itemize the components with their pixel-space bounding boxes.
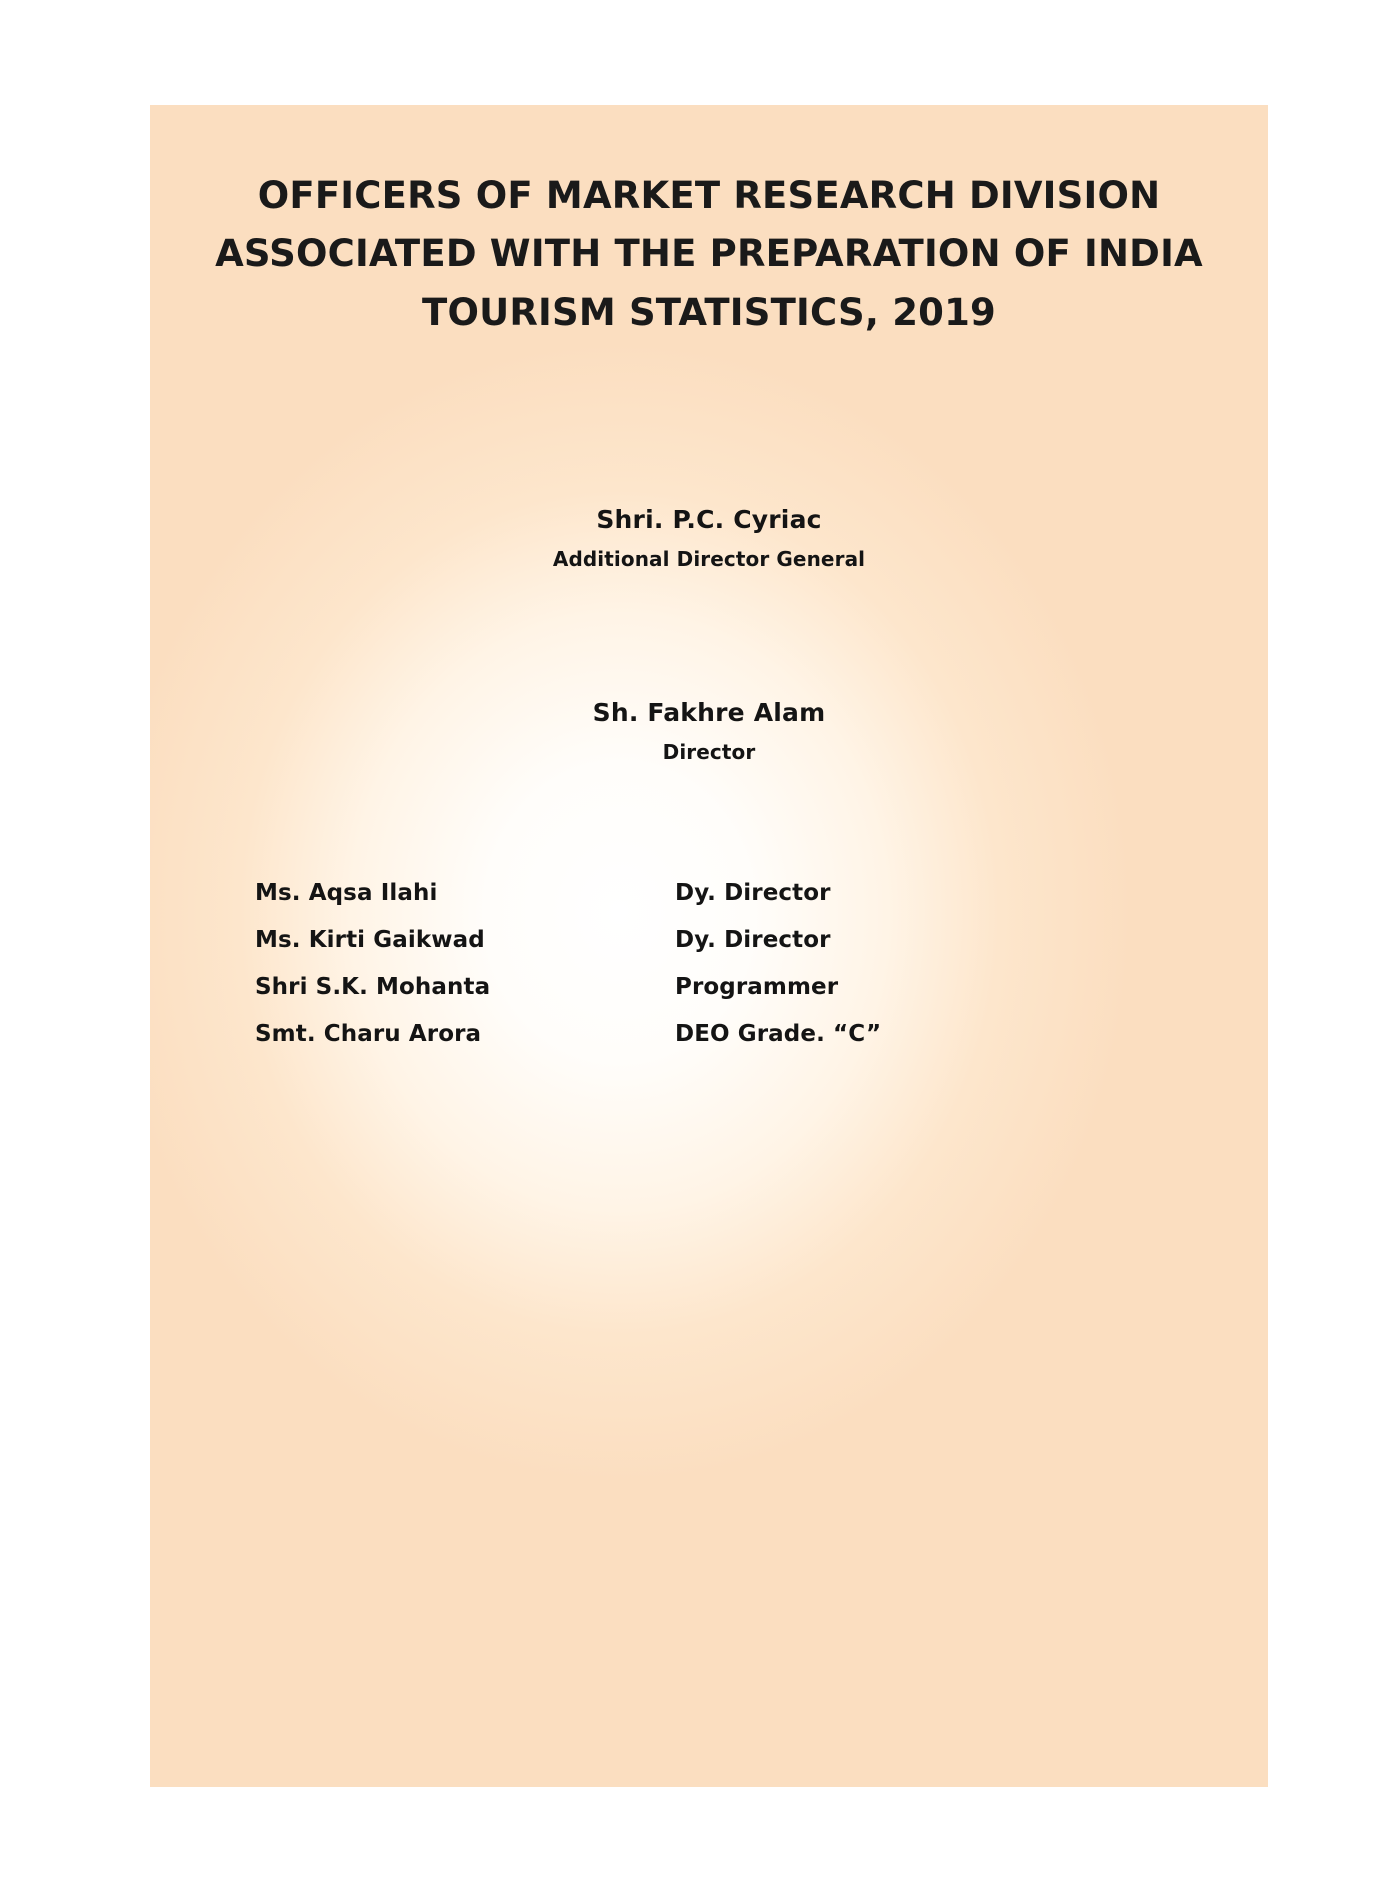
page-title-line-2: ASSOCIATED WITH THE PREPARATION OF INDIA <box>215 232 1203 276</box>
officer-name: Shri. P.C. Cyriac <box>596 505 822 534</box>
document-page <box>150 105 1268 1787</box>
page-title <box>150 167 1268 342</box>
page-title-line-1: OFFICERS OF MARKET RESEARCH DIVISION <box>257 174 1161 217</box>
staff-name: Shri S.K. Mohanta <box>255 974 491 1000</box>
officer-block-director <box>150 698 1268 764</box>
staff-list <box>255 880 1055 1068</box>
officer-block-additional-director-general <box>150 505 1268 571</box>
table-row <box>255 880 1055 927</box>
officer-name: Sh. Fakhre Alam <box>592 698 826 727</box>
page-title-line-3: TOURISM STATISTICS, 2019 <box>422 290 996 334</box>
staff-designation: Programmer <box>675 974 839 1000</box>
table-row <box>255 1021 1055 1068</box>
table-row <box>255 974 1055 1021</box>
officer-designation: Additional Director General <box>552 547 866 571</box>
staff-name: Ms. Aqsa Ilahi <box>255 880 438 906</box>
staff-name: Ms. Kirti Gaikwad <box>255 927 485 953</box>
staff-designation: Dy. Director <box>675 880 831 906</box>
staff-name: Smt. Charu Arora <box>255 1021 482 1047</box>
staff-designation: DEO Grade. “C” <box>675 1021 882 1047</box>
officer-designation: Director <box>662 740 756 764</box>
table-row <box>255 927 1055 974</box>
staff-designation: Dy. Director <box>675 927 831 953</box>
